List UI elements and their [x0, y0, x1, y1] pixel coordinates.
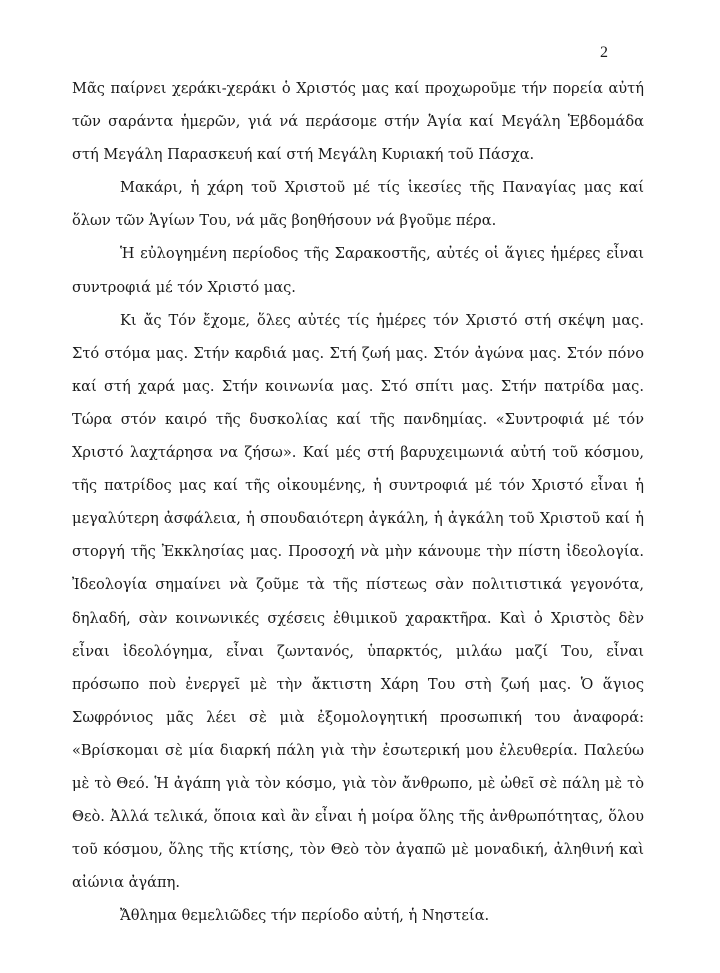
- paragraph-1: Μᾶς παίρνει χεράκι-χεράκι ὁ Χριστός μας καί προχωροῦμε τήν πορεία αὐτή τῶν σαράντα ἡμερῶν, γιά νά περάσομε στήν Ἁγία καί Μεγάλη Ἑβδομάδα στή Μεγάλη Παρασκευή καί στή Μεγάλη Κυριακή τοῦ Πάσχα.: [72, 80, 644, 164]
- page-number: 2: [600, 44, 608, 61]
- body-text: [72, 72, 644, 932]
- paragraph-2: Μακάρι, ἡ χάρη τοῦ Χριστοῦ μέ τίς ἱκεσίες τῆς Παναγίας μας καί ὅλων τῶν Ἁγίων Του, νά μᾶς βοηθήσουν νά βγοῦμε πέρα.: [72, 179, 644, 230]
- paragraph-4: Κι ἄς Τόν ἔχομε, ὅλες αὐτές τίς ἡμέρες τόν Χριστό στή σκέψη μας. Στό στόμα μας. Στήν καρδιά μας. Στή ζωή μας. Στόν ἀγώνα μας. Στόν πόνο καί στή χαρά μας. Στήν κοινωνία μας. Στό σπίτι μας. Στήν πατρίδα μας. Τώρα στόν καιρό τῆς δυσκολίας καί τῆς πανδημίας. «Συντροφιά μέ τόν Χριστό λαχτάρησα να ζήσω». Καί μές στή βαρυχειμωνιά αὐτή τοῦ κόσμου, τῆς πατρίδος μας καί τῆς οἰκουμένης, ἡ συντροφιά μέ τόν Χριστό εἶναι ἡ μεγαλύτερη ἀσφάλεια, ἡ σπουδαιότερη ἀγκάλη, ἡ ἀγκάλη τοῦ Χριστοῦ καί ἡ στοργή τῆς Ἐκκλησίας μας. Προσοχή νὰ μὴν κάνουμε τὴν πίστη ἰδεολογία. Ἰδεολογία σημαίνει νὰ ζοῦμε τὰ τῆς πίστεως σὰν πολιτιστικά γεγονότα, δηλαδή, σὰν κοινωνικές σχέσεις ἐθιμικοῦ χαρακτῆρα. Καὶ ὁ Χριστὸς δὲν εἶναι ἰδεολόγημα, εἶναι ζωντανός, ὑπαρκτός, μιλάω μαζί Του, εἶναι πρόσωπο ποὺ ἐνεργεῖ μὲ τὴν ἄκτιστη Χάρη Του στὴ ζωή μας. Ὁ ἅγιος Σωφρόνιος μᾶς λέει σὲ μιὰ ἐξομολογητική προσωπική του ἀναφορά: «Βρίσκομαι σὲ μία διαρκή πάλη γιὰ τὴν ἐσωτερική μου ἐλευθερία. Παλεύω μὲ τὸ Θεό. Ἡ ἀγάπη γιὰ τὸν κόσμο, γιὰ τὸν ἄνθρωπο, μὲ ὠθεῖ σὲ πάλη μὲ τὸ Θεὸ. Ἀλλά τελικά, ὅποια καὶ ἂν εἶναι ἡ μοίρα ὅλης τῆς ἀνθρωπότητας, ὅλου τοῦ κόσμου, ὅλης τῆς κτίσης, τὸν Θεὸ τὸν ἀγαπῶ μὲ μοναδική, ἀληθινή καὶ αἰώνια ἀγάπη.: [72, 311, 644, 892]
- paragraph-3: Ἡ εὐλογημένη περίοδος τῆς Σαρακοστῆς, αὐτές οἱ ἅγιες ἡμέρες εἶναι συντροφιά μέ τόν Χριστό μας.: [72, 245, 644, 296]
- paragraph-5: Ἄθλημα θεμελιῶδες τήν περίοδο αὐτή, ἡ Νηστεία.: [120, 907, 490, 925]
